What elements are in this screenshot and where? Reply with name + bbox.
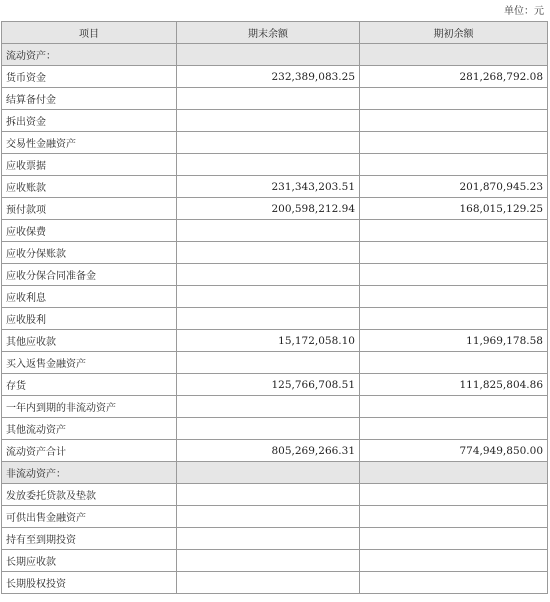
row-label: 应收分保账款 xyxy=(2,242,177,264)
period-end-value xyxy=(177,506,360,528)
row-label: 交易性金融资产 xyxy=(2,132,177,154)
table-row xyxy=(2,242,548,264)
header-item: 项目 xyxy=(2,22,177,44)
row-label: 结算备付金 xyxy=(2,88,177,110)
period-begin-value xyxy=(360,462,548,484)
period-begin-value: 201,870,945.23 xyxy=(360,176,548,198)
period-begin-value xyxy=(360,418,548,440)
period-end-value xyxy=(177,550,360,572)
period-end-value: 231,343,203.51 xyxy=(177,176,360,198)
period-begin-value: 168,015,129.25 xyxy=(360,198,548,220)
row-label: 持有至到期投资 xyxy=(2,528,177,550)
period-begin-value xyxy=(360,242,548,264)
row-label: 流动资产： xyxy=(2,44,177,66)
period-end-value xyxy=(177,264,360,286)
period-end-value xyxy=(177,484,360,506)
period-begin-value xyxy=(360,308,548,330)
period-end-value xyxy=(177,242,360,264)
row-label: 长期应收款 xyxy=(2,550,177,572)
period-end-value xyxy=(177,308,360,330)
balance-sheet-table xyxy=(1,21,548,594)
period-end-value xyxy=(177,418,360,440)
table-row xyxy=(2,528,548,550)
period-begin-value xyxy=(360,396,548,418)
period-end-value xyxy=(177,462,360,484)
period-begin-value xyxy=(360,550,548,572)
table-row xyxy=(2,308,548,330)
period-begin-value xyxy=(360,44,548,66)
row-label: 买入返售金融资产 xyxy=(2,352,177,374)
table-row xyxy=(2,506,548,528)
table-row xyxy=(2,88,548,110)
header-period-end: 期末余额 xyxy=(177,22,360,44)
row-label: 流动资产合计 xyxy=(2,440,177,462)
period-end-value xyxy=(177,352,360,374)
table-row xyxy=(2,418,548,440)
table-row xyxy=(2,572,548,594)
table-row xyxy=(2,484,548,506)
row-label: 长期股权投资 xyxy=(2,572,177,594)
table-row xyxy=(2,396,548,418)
period-begin-value xyxy=(360,110,548,132)
period-begin-value xyxy=(360,484,548,506)
row-label: 应收保费 xyxy=(2,220,177,242)
table-body xyxy=(2,44,548,594)
period-begin-value xyxy=(360,506,548,528)
period-end-value xyxy=(177,110,360,132)
period-end-value xyxy=(177,528,360,550)
period-end-value xyxy=(177,286,360,308)
period-end-value: 805,269,266.31 xyxy=(177,440,360,462)
period-begin-value xyxy=(360,528,548,550)
period-end-value xyxy=(177,220,360,242)
row-label: 其他应收款 xyxy=(2,330,177,352)
period-end-value xyxy=(177,396,360,418)
unit-label: 单位：元 xyxy=(504,6,544,17)
row-label: 货币资金 xyxy=(2,66,177,88)
table-row xyxy=(2,132,548,154)
period-begin-value xyxy=(360,264,548,286)
period-end-value xyxy=(177,88,360,110)
row-label: 应收股利 xyxy=(2,308,177,330)
period-end-value: 200,598,212.94 xyxy=(177,198,360,220)
table-row xyxy=(2,220,548,242)
row-label: 发放委托贷款及垫款 xyxy=(2,484,177,506)
table-row xyxy=(2,352,548,374)
period-begin-value: 111,825,804.86 xyxy=(360,374,548,396)
row-label: 非流动资产： xyxy=(2,462,177,484)
period-end-value: 15,172,058.10 xyxy=(177,330,360,352)
table-row xyxy=(2,66,548,88)
header-period-begin: 期初余额 xyxy=(360,22,548,44)
table-row xyxy=(2,176,548,198)
table-row xyxy=(2,550,548,572)
period-begin-value xyxy=(360,88,548,110)
period-begin-value xyxy=(360,572,548,594)
period-begin-value xyxy=(360,132,548,154)
total-row xyxy=(2,440,548,462)
row-label: 拆出资金 xyxy=(2,110,177,132)
table-row xyxy=(2,330,548,352)
row-label: 预付款项 xyxy=(2,198,177,220)
period-begin-value xyxy=(360,352,548,374)
row-label: 一年内到期的非流动资产 xyxy=(2,396,177,418)
period-end-value xyxy=(177,154,360,176)
period-begin-value xyxy=(360,286,548,308)
row-label: 应收利息 xyxy=(2,286,177,308)
period-end-value: 232,389,083.25 xyxy=(177,66,360,88)
period-begin-value xyxy=(360,220,548,242)
period-begin-value xyxy=(360,154,548,176)
row-label: 存货 xyxy=(2,374,177,396)
section-row xyxy=(2,462,548,484)
period-end-value xyxy=(177,572,360,594)
table-row xyxy=(2,154,548,176)
row-label: 可供出售金融资产 xyxy=(2,506,177,528)
period-end-value: 125,766,708.51 xyxy=(177,374,360,396)
row-label: 应收票据 xyxy=(2,154,177,176)
period-begin-value: 774,949,850.00 xyxy=(360,440,548,462)
table-row xyxy=(2,264,548,286)
period-begin-value: 281,268,792.08 xyxy=(360,66,548,88)
period-begin-value: 11,969,178.58 xyxy=(360,330,548,352)
table-row xyxy=(2,374,548,396)
period-end-value xyxy=(177,44,360,66)
row-label: 其他流动资产 xyxy=(2,418,177,440)
table-row xyxy=(2,110,548,132)
row-label: 应收分保合同准备金 xyxy=(2,264,177,286)
table-header-row xyxy=(2,22,548,44)
section-row xyxy=(2,44,548,66)
table-row xyxy=(2,286,548,308)
table-row xyxy=(2,198,548,220)
row-label: 应收账款 xyxy=(2,176,177,198)
period-end-value xyxy=(177,132,360,154)
